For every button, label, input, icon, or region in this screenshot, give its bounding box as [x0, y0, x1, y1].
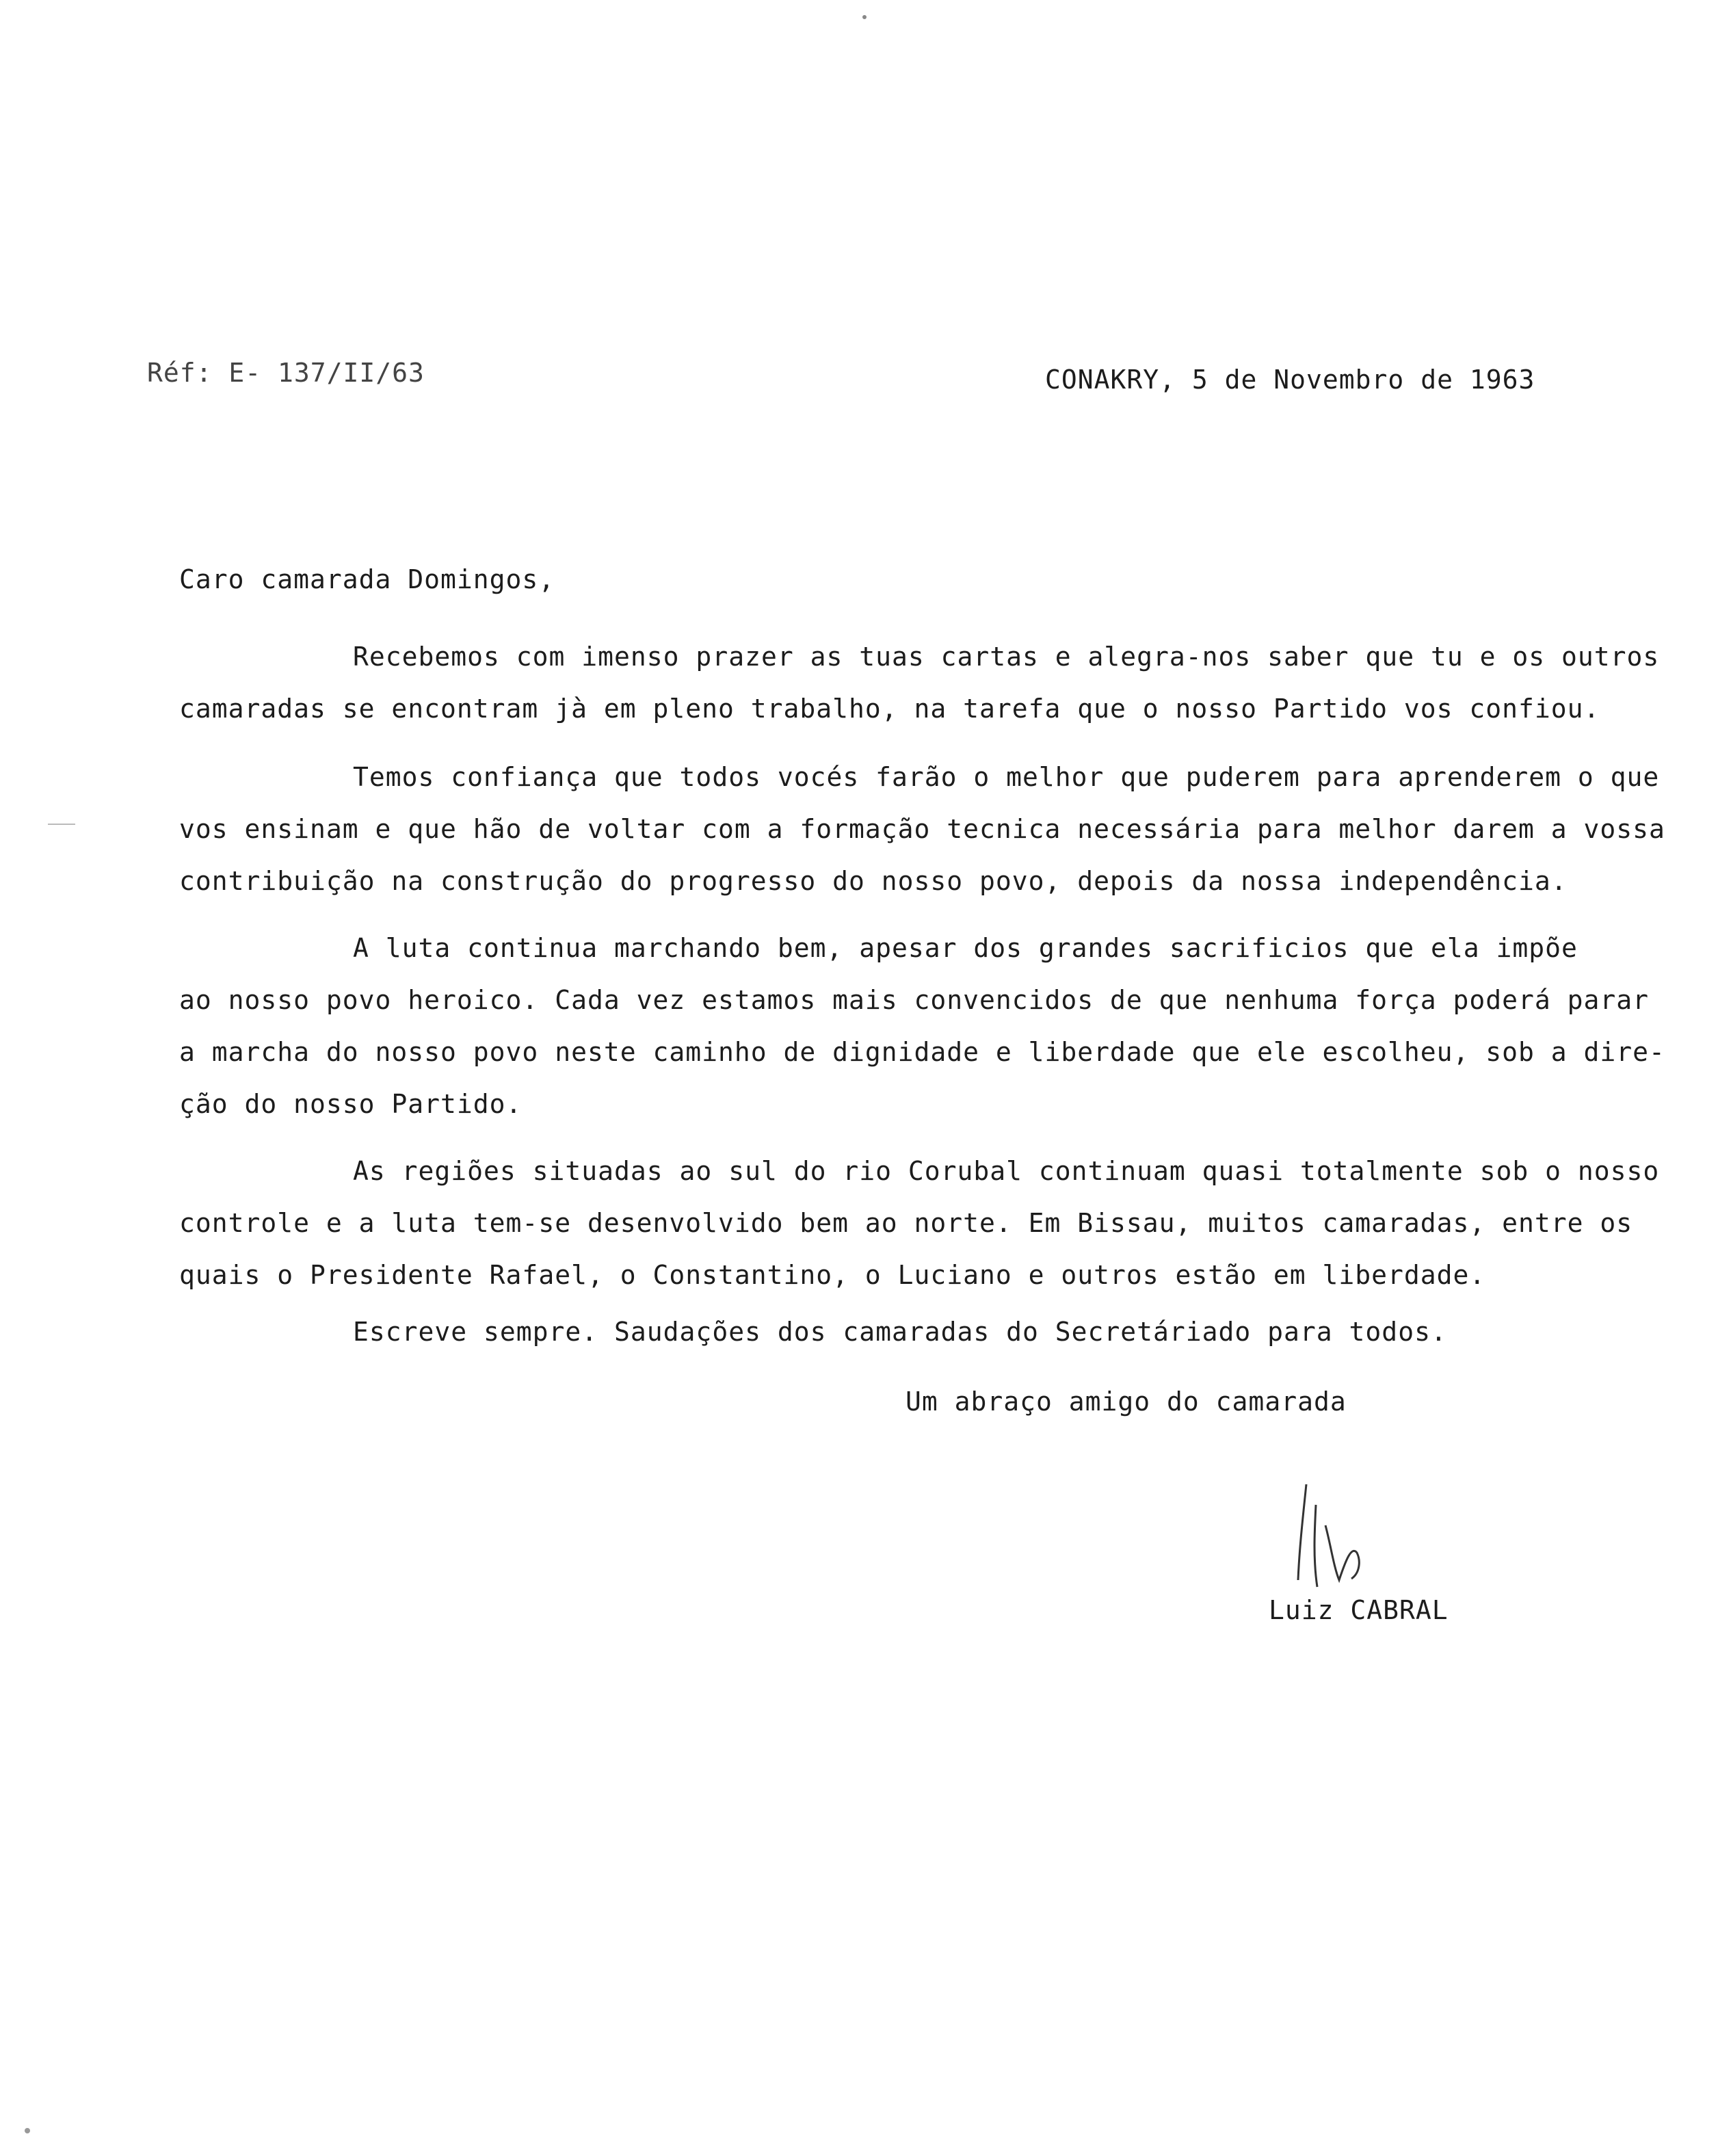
paragraph-line: contribuição na construção do progresso do nosso povo, depois da nossa independência.: [179, 866, 1568, 896]
paragraph-line: a marcha do nosso povo neste caminho de dignidade e liberdade que ele escolheu, sob a dire-: [179, 1037, 1665, 1067]
closing-line: Escreve sempre. Saudações dos camaradas do Secretáriado para todos.: [353, 1317, 1447, 1347]
paragraph-line: ção do nosso Partido.: [179, 1089, 523, 1119]
salutation: Caro camarada Domingos,: [179, 564, 555, 594]
paragraph-line: A luta continua marchando bem, apesar dos grandes sacrificios que ela impõe: [353, 933, 1578, 963]
reference-number: Réf: E- 137/II/63: [147, 358, 425, 388]
paragraph-line: Temos confiança que todos vocés farão o melhor que puderem para aprenderem o que: [353, 762, 1660, 792]
paragraph-line: camaradas se encontram jà em pleno trabalho, na tarefa que o nosso Partido vos confiou.: [179, 694, 1600, 724]
place-and-date: CONAKRY, 5 de Novembro de 1963: [1045, 365, 1535, 395]
signer-name: Luiz CABRAL: [1269, 1595, 1449, 1625]
paragraph-line: ao nosso povo heroico. Cada vez estamos mais convencidos de que nenhuma força poderá parar: [179, 985, 1650, 1015]
paragraph-line: vos ensinam e que hão de voltar com a formação tecnica necessária para melhor darem a vossa: [179, 814, 1665, 844]
paragraph-line: controle e a luta tem-se desenvolvido bem ao norte. Em Bissau, muitos camaradas, entre os: [179, 1208, 1633, 1238]
paragraph-line: quais o Presidente Rafael, o Constantino, o Luciano e outros estão em liberdade.: [179, 1260, 1486, 1290]
paragraph-line: As regiões situadas ao sul do rio Corubal continuam quasi totalmente sob o nosso: [353, 1156, 1660, 1186]
regards-line: Um abraço amigo do camarada: [906, 1386, 1347, 1417]
paragraph-line: Recebemos com imenso prazer as tuas cartas e alegra-nos saber que tu e os outros: [353, 642, 1660, 672]
